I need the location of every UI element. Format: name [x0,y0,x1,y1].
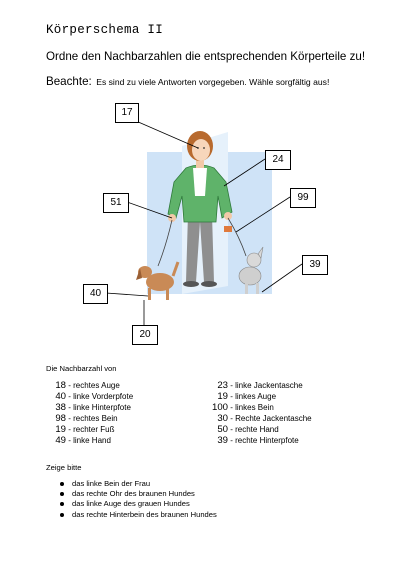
woman-shoe-left [183,281,199,287]
number-box-17: 17 [115,103,139,123]
show-list [60,479,217,520]
pointer-40 [106,293,148,296]
leash-handle [224,226,232,232]
woman-face [192,139,210,161]
brown-dog-leg-back [166,288,169,300]
pointer-17 [136,121,198,148]
note-label: Beachte: [46,75,92,88]
woman-eye-right [203,147,205,149]
answer-item: 39 - rechte Hinterpfote [217,435,299,446]
number-box-24: 24 [265,150,291,170]
list-heading: Die Nachbarzahl von [46,364,117,373]
answer-item: 50 - rechte Hand [217,424,279,435]
grey-dog-leg-front [245,283,248,294]
brown-dog-leg-front [148,288,151,300]
number-box-99: 99 [290,188,316,208]
number-box-51: 51 [103,193,129,213]
number-box-40: 40 [83,284,108,304]
number-box-39: 39 [302,255,328,275]
answer-item: 23 - linke Jackentasche [217,380,303,391]
answers-right-column [200,380,312,446]
show-list-item: das linke Auge des grauen Hundes [60,499,217,509]
woman-hand-right [224,212,232,220]
answer-item: 100 - linkes Bein [211,402,274,413]
show-heading: Zeige bitte [46,463,82,472]
show-list-item: das linke Bein der Frau [60,479,217,489]
answer-item: 18 - rechtes Auge [55,380,120,391]
answers-left-column [46,380,133,446]
show-list-item: das rechte Ohr des braunen Hundes [60,489,217,499]
note-text: Es sind zu viele Antworten vorgegeben. Wähle sorgfältig aus! [96,77,330,87]
answer-item: 19 - linkes Auge [217,391,277,402]
woman-shoe-right [201,281,217,287]
answer-item: 19 - rechter Fuß [55,424,115,435]
worksheet-title: Körperschema II [46,23,164,37]
answer-item: 49 - linke Hand [55,435,111,446]
number-box-20: 20 [132,325,158,345]
grey-dog-body [239,267,261,285]
answer-item: 38 - linke Hinterpfote [55,402,131,413]
answer-item: 40 - linke Vorderpfote [55,391,134,402]
instruction-text: Ordne den Nachbarzahlen die entsprechenden Körperteile zu! [46,50,366,63]
show-list-item: das rechte Hinterbein des braunen Hundes [60,510,217,520]
woman-shirt [193,168,207,196]
answer-item: 30 - Rechte Jackentasche [217,413,312,424]
answer-item: 98 - rechtes Bein [55,413,118,424]
grey-dog-leg-back [256,283,259,294]
